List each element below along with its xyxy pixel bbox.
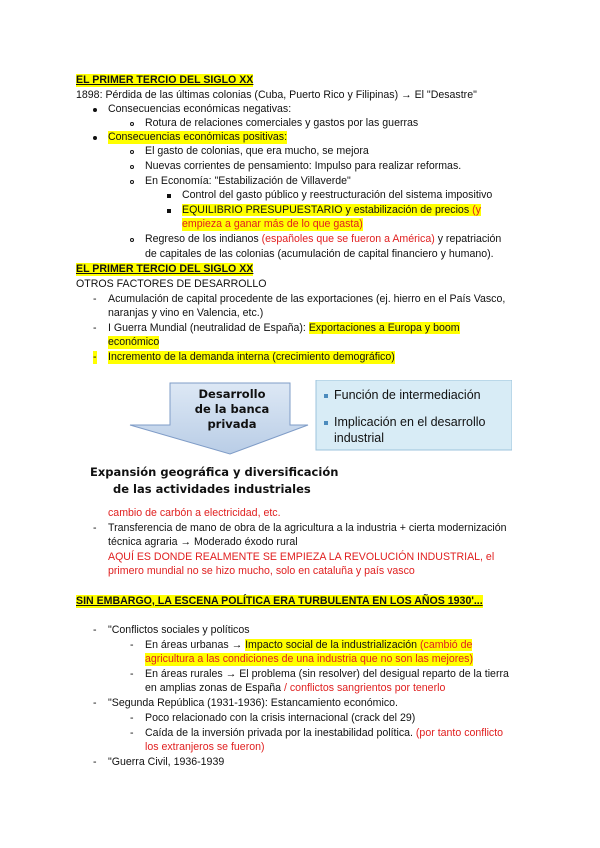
arrow-line-2: de la banca [194, 402, 270, 416]
item-control-gasto: Control del gasto público y reestructuración del sistema impositivo [182, 189, 493, 201]
bullet-circle [130, 150, 134, 154]
bullet-dash: - [130, 668, 134, 680]
item-indianos: Regreso de los indianos [145, 233, 262, 245]
text-urbanas: En áreas urbanas → [145, 639, 246, 651]
bullet-dash: - [130, 727, 134, 739]
bullet-dash: - [93, 522, 97, 534]
bullet-dash: - [93, 697, 97, 709]
heading-primer-tercio: EL PRIMER TERCIO DEL SIGLO XX [76, 74, 254, 86]
note-indianos: (españoles que se fueron a América) [261, 233, 435, 245]
bullet-negativas: Consecuencias económicas negativas: [108, 103, 292, 115]
item-economia: En Economía: "Estabilización de Villaverde" [145, 175, 351, 187]
bullet-dash: - [130, 712, 134, 724]
factor-acumulacion: Acumulación de capital procedente de las exportaciones (ej. hierro en el País Vasco, [108, 293, 506, 305]
factor-economico: económico [108, 336, 160, 348]
note-revolucion-cont: primero mundial no se hizo mucho, solo en cataluña y país vasco [108, 565, 415, 577]
text-conflictos: "Conflictos sociales y políticos [108, 624, 250, 636]
text-transferencia: Transferencia de mano de obra de la agricultura a la industria + cierta modernización [108, 522, 507, 534]
text-1898: 1898: Pérdida de las últimas colonias (Cuba, Puerto Rico y Filipinas) → El "Desastre" [76, 89, 477, 101]
bullet-circle [130, 122, 134, 126]
bullet-dot [93, 108, 97, 112]
note-carbon: cambio de carbón a electricidad, etc. [108, 507, 281, 519]
heading-escena-politica: SIN EMBARGO, LA ESCENA POLÍTICA ERA TURBULENTA EN LOS AÑOS 1930'... [76, 595, 483, 607]
box-item-implicacion: Implicación en el desarrollo [334, 415, 486, 429]
expansion-line-2: de las actividades industriales [113, 482, 311, 496]
text-transferencia-cont: técnica agraria → Moderado éxodo rural [108, 536, 298, 548]
item-capitales: de capitales de las colonias (acumulación de capital financiero y humano). [145, 248, 494, 260]
bullet-dash: - [130, 639, 134, 651]
note-cambio: (cambió de [417, 639, 473, 651]
bullet-dash: - [93, 293, 97, 305]
text-impacto: Impacto social de la industrialización [245, 639, 418, 651]
item-gasto: El gasto de colonias, que era mucho, se mejora [145, 145, 369, 157]
box-item-intermediacion: Función de intermediación [334, 388, 481, 402]
text-otros-factores: OTROS FACTORES DE DESARROLLO [76, 278, 267, 290]
bullet-dash: - [93, 624, 97, 636]
bullet-circle [130, 180, 134, 184]
bullet-dash: - [93, 351, 97, 363]
arrow-line-1: Desarrollo [198, 387, 266, 401]
note-sangrientos: / conflictos sangrientos por tenerlo [284, 682, 446, 694]
arrow-line-3: privada [207, 417, 257, 431]
bullet-dash: - [93, 322, 97, 334]
item-equilibrio: EQUILIBRIO PRESUPUESTARIO y estabilización de precios [182, 204, 473, 216]
note-ganar-cont: empieza a ganar más de lo que gasta) [182, 218, 363, 230]
factor-exportaciones: Exportaciones a Europa y boom [308, 322, 460, 334]
text-rurales: En áreas rurales → El problema (sin resolver) del desigual reparto de la tierra [145, 668, 509, 680]
box-item-industrial: industrial [334, 431, 385, 445]
bullet-circle [130, 165, 134, 169]
item-corrientes: Nuevas corrientes de pensamiento: Impulso para realizar reformas. [145, 160, 462, 172]
text-rurales-cont: en amplias zonas de España [145, 682, 284, 694]
bullet-square [167, 194, 171, 198]
text-segunda-republica: "Segunda República (1931-1936): Estancamiento económico. [108, 697, 398, 709]
text-crisis: Poco relacionado con la crisis internacional (crack del 29) [145, 712, 416, 724]
factor-guerra: I Guerra Mundial (neutralidad de España): [108, 322, 309, 334]
item-rotura: Rotura de relaciones comerciales y gastos por las guerras [145, 117, 419, 129]
note-revolucion: AQUÍ ES DONDE REALMENTE SE EMPIEZA LA REVOLUCIÓN INDUSTRIAL, el [108, 551, 495, 563]
text-guerra-civil: "Guerra Civil, 1936-1939 [108, 756, 225, 768]
note-ganar: (y [472, 204, 481, 216]
box-bullet [324, 421, 328, 425]
text-inversion: Caída de la inversión privada por la inestabilidad política. [145, 727, 416, 739]
heading-primer-tercio-2: EL PRIMER TERCIO DEL SIGLO XX [76, 263, 254, 275]
bullet-square [167, 209, 171, 213]
bullet-circle [130, 238, 134, 242]
note-extranjeros: (por tanto conflicto [415, 727, 504, 739]
factor-demanda: Incremento de la demanda interna (crecimiento demográfico) [108, 351, 395, 363]
bullet-positivas: Consecuencias económicas positivas: [108, 131, 288, 143]
note-cambio-cont: agricultura a las condiciones de una industria que no son las mejores) [145, 653, 474, 665]
item-repatriacion: y repatriación [434, 233, 502, 245]
factor-acumulacion-cont: naranjas y vino en Valencia, etc.) [108, 307, 264, 319]
bullet-dash: - [93, 756, 97, 768]
bullet-dot [93, 136, 97, 140]
note-extranjeros-cont: los extranjeros se fueron) [145, 741, 265, 753]
box-bullet [324, 394, 328, 398]
expansion-line-1: Expansión geográfica y diversificación [90, 465, 339, 479]
